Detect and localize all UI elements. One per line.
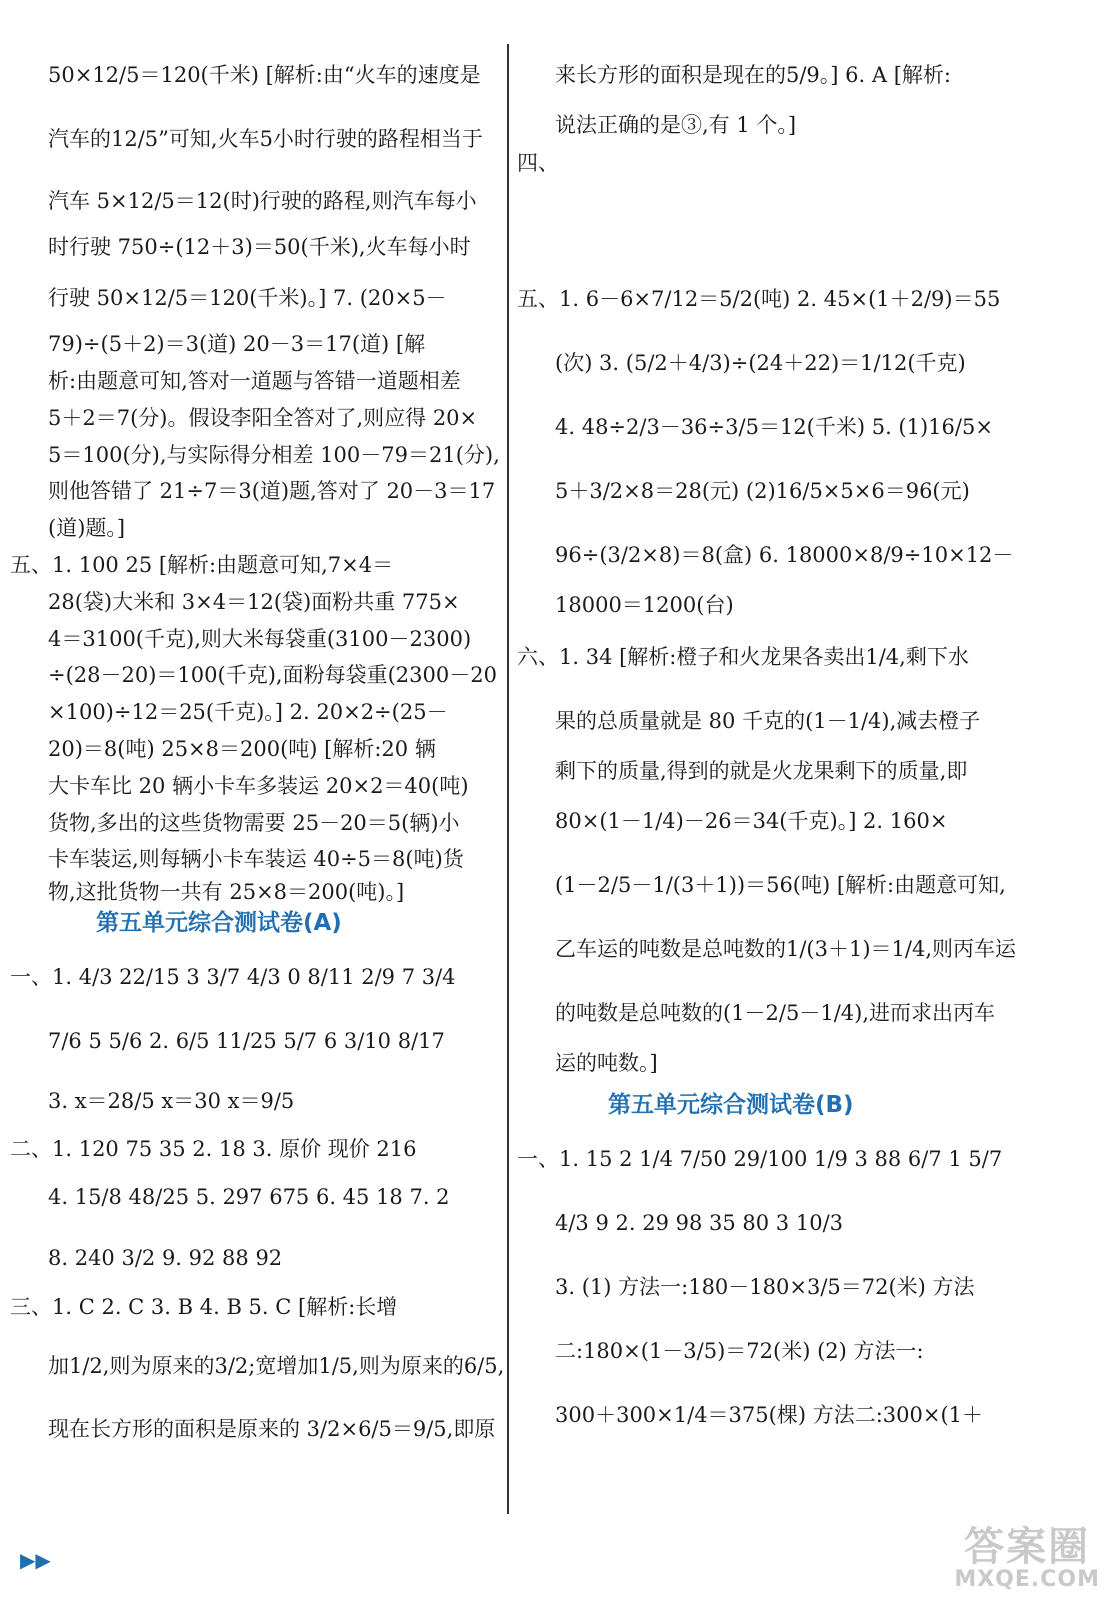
- watermark-cn: 答案圈: [964, 1524, 1091, 1570]
- text-line: ÷(28－20)＝100(千克),面粉每袋重(2300－20: [48, 663, 497, 687]
- answer-line: 7/6 5 5/6 2. 6/5 11/25 5/7 6 3/10 8/17: [48, 1029, 445, 1053]
- section-title-b: 第五单元综合测试卷(B): [608, 1092, 854, 1118]
- text-line: 乙车运的吨数是总吨数的1/(3＋1)＝1/4,则丙车运: [555, 937, 1017, 961]
- text-line: (1－2/5－1/(3＋1))＝56(吨) [解析:由题意可知,: [555, 873, 1006, 897]
- text-line: 20)＝8(吨) 25×8＝200(吨) [解析:20 辆: [48, 737, 436, 761]
- answer-line: 一、1. 4/3 22/15 3 3/7 4/3 0 8/11 2/9 7 3/4: [10, 965, 456, 989]
- text-line: 卡车装运,则每辆小卡车装运 40÷5＝8(吨)货: [48, 847, 464, 871]
- text-line: 50×12/5＝120(千米) [解析:由“火车的速度是: [48, 63, 481, 87]
- text-line: 28(袋)大米和 3×4＝12(袋)面粉共重 775×: [48, 590, 460, 614]
- text-line: 79)÷(5＋2)＝3(道) 20－3＝17(道) [解: [48, 332, 426, 356]
- text-line: 说法正确的是③,有 1 个。]: [555, 113, 797, 137]
- answer-line: 五、1. 6－6×7/12＝5/2(吨) 2. 45×(1＋2/9)＝55: [517, 287, 1001, 311]
- watermark-logo: [954, 1524, 1100, 1592]
- answer-line: 3. (1) 方法一:180－180×3/5＝72(米) 方法: [555, 1275, 975, 1299]
- answer-line: 4/3 9 2. 29 98 35 80 3 10/3: [555, 1211, 844, 1235]
- text-line: 80×(1－1/4)－26＝34(千克)。] 2. 160×: [555, 809, 948, 833]
- question-six-heading: 六、1. 34 [解析:橙子和火龙果各卖出1/4,剩下水: [517, 645, 969, 669]
- answer-line: 4. 48÷2/3－36÷3/5＝12(千米) 5. (1)16/5×: [555, 415, 993, 439]
- answer-line: 5＋3/2×8＝28(元) (2)16/5×5×6＝96(元): [555, 479, 970, 503]
- answer-line: 3. x＝28/5 x＝30 x＝9/5: [48, 1089, 295, 1113]
- answer-line: 8. 240 3/2 9. 92 88 92: [48, 1246, 283, 1270]
- watermark-en: MXQE.COM: [954, 1567, 1100, 1592]
- text-line: 运的吨数。]: [555, 1051, 658, 1075]
- text-line: 则他答错了 21÷7＝3(道)题,答对了 20－3＝17: [48, 479, 496, 503]
- answer-line: 一、1. 15 2 1/4 7/50 29/100 1/9 3 88 6/7 1 5/7: [517, 1147, 1003, 1171]
- question-four-heading: 四、: [517, 151, 559, 175]
- text-line: 加1/2,则为原来的3/2;宽增加1/5,则为原来的6/5,: [48, 1354, 505, 1378]
- text-line: 货物,多出的这些货物需要 25－20＝5(辆)小: [48, 811, 460, 835]
- text-line: 行驶 50×12/5＝120(千米)。] 7. (20×5－: [48, 286, 447, 310]
- text-line: 现在长方形的面积是原来的 3/2×6/5＝9/5,即原: [48, 1417, 496, 1441]
- text-line: 大卡车比 20 辆小卡车多装运 20×2＝40(吨): [48, 774, 469, 798]
- column-divider: [507, 44, 509, 1514]
- question-five-heading: 五、1. 100 25 [解析:由题意可知,7×4＝: [10, 553, 394, 577]
- text-line: 5＝100(分),与实际得分相差 100－79＝21(分),: [48, 443, 500, 467]
- answer-line: 96÷(3/2×8)＝8(盒) 6. 18000×8/9÷10×12－: [555, 543, 1014, 567]
- text-line: 剩下的质量,得到的就是火龙果剩下的质量,即: [555, 759, 968, 783]
- text-line: 汽车的12/5”可知,火车5小时行驶的路程相当于: [48, 127, 483, 151]
- text-line: 来长方形的面积是现在的5/9。] 6. A [解析:: [555, 63, 951, 87]
- answer-line: 4. 15/8 48/25 5. 297 675 6. 45 18 7. 2: [48, 1185, 450, 1209]
- section-title-a: 第五单元综合测试卷(A): [96, 910, 342, 936]
- text-line: 汽车 5×12/5＝12(时)行驶的路程,则汽车每小: [48, 189, 477, 213]
- text-line: 的吨数是总吨数的(1－2/5－1/4),进而求出丙车: [555, 1001, 996, 1025]
- text-line: 时行驶 750÷(12＋3)＝50(千米),火车每小时: [48, 235, 471, 259]
- left-column: [0, 0, 505, 1600]
- answer-line: (次) 3. (5/2＋4/3)÷(24＋22)＝1/12(千克): [555, 351, 966, 375]
- answer-line: 18000＝1200(台): [555, 593, 734, 617]
- answer-line: 二:180×(1－3/5)＝72(米) (2) 方法一:: [555, 1339, 924, 1363]
- text-line: 4＝3100(千克),则大米每袋重(3100－2300): [48, 627, 472, 651]
- page-arrow-icon: ▶▶: [20, 1548, 51, 1572]
- text-line: (道)题。]: [48, 516, 126, 540]
- text-line: 析:由题意可知,答对一道题与答错一道题相差: [48, 369, 461, 393]
- text-line: 5＋2＝7(分)。假设李阳全答对了,则应得 20×: [48, 406, 478, 430]
- text-line: ×100)÷12＝25(千克)。] 2. 20×2÷(25－: [48, 700, 448, 724]
- answer-line: 300＋300×1/4＝375(棵) 方法二:300×(1＋: [555, 1403, 984, 1427]
- answer-line: 三、1. C 2. C 3. B 4. B 5. C [解析:长增: [10, 1295, 398, 1319]
- right-column: [517, 0, 1114, 1600]
- answer-line: 二、1. 120 75 35 2. 18 3. 原价 现价 216: [10, 1137, 417, 1161]
- text-line: 果的总质量就是 80 千克的(1－1/4),减去橙子: [555, 709, 981, 733]
- text-line: 物,这批货物一共有 25×8＝200(吨)。]: [48, 880, 405, 904]
